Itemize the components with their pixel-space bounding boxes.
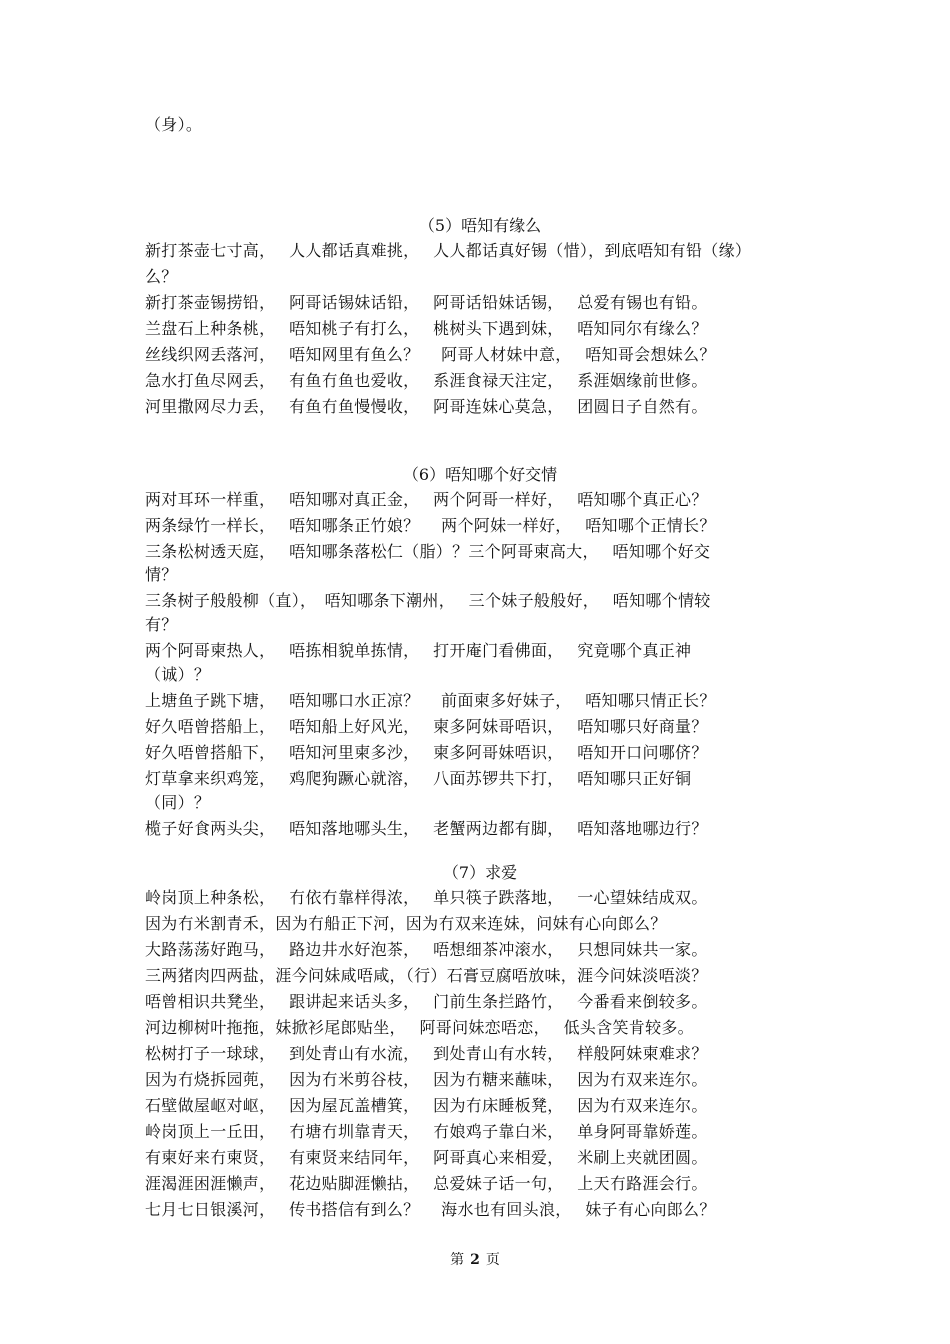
footer-suffix: 页	[485, 1252, 500, 1268]
section-7-line: 唔曾相识共凳坐， 跟讲起来话头多， 门前生条拦路竹， 今番看来倒较多。	[145, 992, 708, 1011]
section-7-line: 三两猪肉四两盐，涯今问妹咸唔咸，（行）石膏豆腐唔放味，涯今问妹淡唔淡？	[145, 966, 708, 985]
section-6-line: （同）？	[145, 793, 211, 812]
section-5-line: 新打茶壶七寸高， 人人都话真难挑， 人人都话真好锡（惜），到底唔知有铅（缘）	[145, 241, 752, 260]
section-5-line: 河里撒网尽力丢， 有鱼冇鱼慢慢收， 阿哥连妹心莫急， 团圆日子自然有。	[145, 397, 708, 416]
section-7-line: 岭岗顶上一丘田， 冇塘冇圳靠青天， 冇娘鸡子靠白米， 单身阿哥靠娇莲。	[145, 1122, 708, 1141]
section-7-line: 大路荡荡好跑马， 路边井水好泡茶， 唔想细茶冲滚水， 只想同妹共一家。	[145, 940, 708, 959]
section-6-line: 两条绿竹一样长， 唔知哪条正竹娘？ 两个阿妹一样好， 唔知哪个正情长？	[145, 516, 716, 535]
section-5-line: 丝线织网丢落河， 唔知网里有鱼么？ 阿哥人材妹中意， 唔知哥会想妹么？	[145, 345, 716, 364]
section-6-line: 三条树子般般柳（直）， 唔知哪条下潮州， 三个妹子般般好， 唔知哪个情较	[145, 591, 711, 610]
section-title-5: （5）唔知有缘么	[418, 216, 542, 235]
section-title-7: （7）求爱	[442, 863, 518, 882]
section-6-line: 两个阿哥柬热人， 唔拣相貌单拣情， 打开庵门看佛面， 究竟哪个真正神	[145, 641, 692, 660]
section-6-line: 上塘鱼子跳下塘， 唔知哪口水正凉？ 前面柬多好妹子， 唔知哪只情正长？	[145, 691, 716, 710]
section-7-line: 有柬好来冇柬贤， 有柬贤来结同年， 阿哥真心来相爱， 米刷上夹就团圆。	[145, 1148, 708, 1167]
section-7-line: 岭岗顶上种条松， 冇依冇靠样得浓， 单只筷子跌落地， 一心望妹结成双。	[145, 888, 708, 907]
section-6-line: 有？	[145, 615, 178, 634]
section-6-line: 三条松树透天庭， 唔知哪条落松仁（脂）？三个阿哥柬高大， 唔知哪个好交	[145, 542, 711, 561]
footer-prefix: 第	[450, 1252, 465, 1268]
section-6-line: （诚）？	[145, 665, 211, 684]
section-6-line: 榄子好食两头尖， 唔知落地哪头生， 老蟹两边都有脚， 唔知落地哪边行？	[145, 819, 708, 838]
section-5-line: 新打茶壶锡捞铅， 阿哥话锡妹话铅， 阿哥话铅妹话锡， 总爱有锡也有铅。	[145, 293, 708, 312]
section-5-line: 兰盘石上种条桃， 唔知桃子有打么， 桃树头下遇到妹， 唔知同尔有缘么？	[145, 319, 708, 338]
section-7-line: 松树打子一球球， 到处青山有水流， 到处青山有水转， 样般阿妹柬难求？	[145, 1044, 708, 1063]
section-7-line: 河边柳树叶拖拖，妹掀衫尾郎贴坐， 阿哥问妹恋唔恋， 低头含笑肯较多。	[145, 1018, 694, 1037]
page-number: 2	[470, 1252, 480, 1268]
section-6-line: 好久唔曾搭船下， 唔知河里柬多沙， 柬多阿哥妹唔识， 唔知开口问哪侪？	[145, 743, 708, 762]
section-7-line: 因为冇米割青禾，因为冇船正下河，因为冇双来连妹，问妹有心向郎么？	[145, 914, 667, 933]
section-7-line: 七月七日银溪河， 传书搭信有到么？ 海水也有回头浪， 妹子有心向郎么？	[145, 1200, 716, 1219]
section-6-line: 灯草拿来织鸡笼， 鸡爬狗蹶心就溶， 八面苏锣共下打， 唔知哪只正好铜	[145, 769, 692, 788]
section-5-line: 急水打鱼尽网丢， 有鱼冇鱼也爱收， 系涯食禄天注定， 系涯姻缘前世修。	[145, 371, 708, 390]
intro-line: （身）。	[145, 115, 203, 134]
section-6-line: 好久唔曾搭船上， 唔知船上好风光， 柬多阿妹哥唔识， 唔知哪只好商量？	[145, 717, 708, 736]
section-6-line: 两对耳环一样重， 唔知哪对真正金， 两个阿哥一样好， 唔知哪个真正心？	[145, 490, 708, 509]
page-footer	[0, 1250, 950, 1270]
section-5-line: 么？	[145, 267, 178, 286]
section-6-line: 情？	[145, 565, 178, 584]
section-7-line: 涯渴涯困涯懒声， 花边贴脚涯懒拈， 总爱妹子话一句， 上天冇路涯会行。	[145, 1174, 708, 1193]
section-7-line: 因为冇烧拆园蔸， 因为冇米剪谷枝， 因为冇糖来蘸味， 因为冇双来连尔。	[145, 1070, 708, 1089]
section-7-line: 石壁做屋岖对岖， 因为屋瓦盖槽箕， 因为冇床睡板凳， 因为冇双来连尔。	[145, 1096, 708, 1115]
section-title-6: （6）唔知哪个好交情	[402, 465, 558, 484]
